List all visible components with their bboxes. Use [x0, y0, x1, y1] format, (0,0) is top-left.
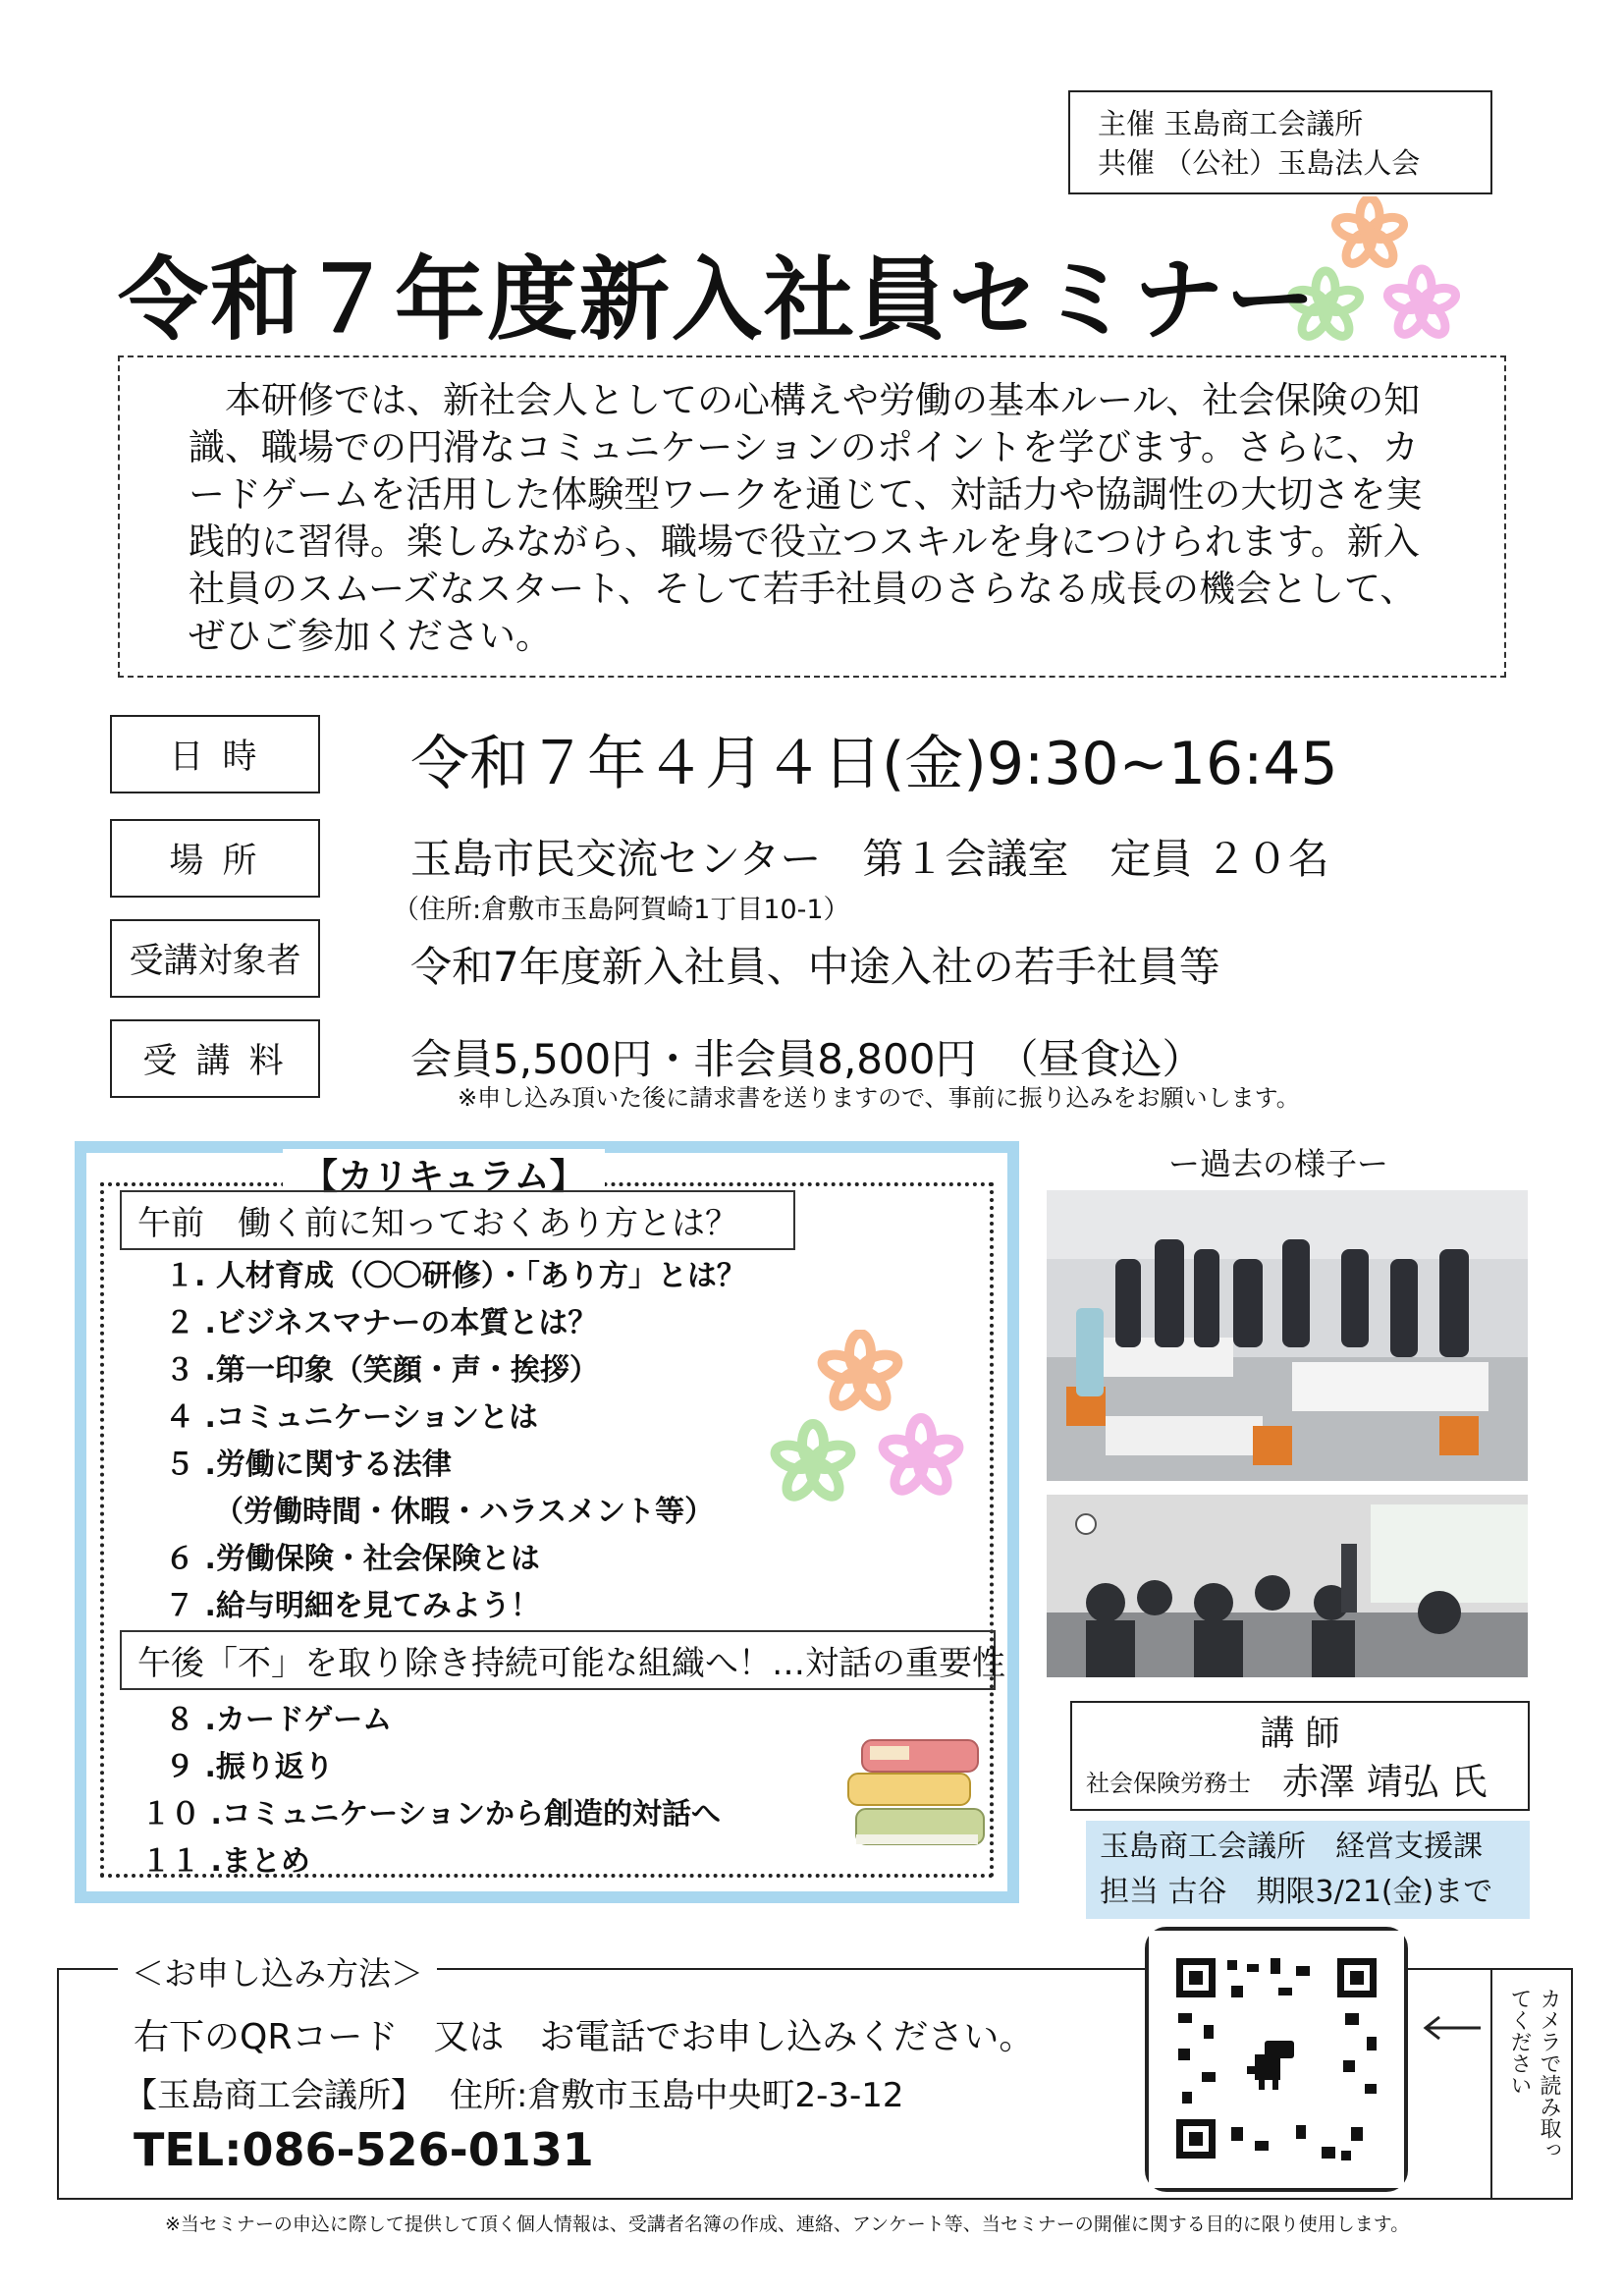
- contact-person-deadline: 担当 古谷 期限3/21(金)まで: [1100, 1875, 1493, 1909]
- organizer-box: [1068, 90, 1492, 194]
- qr-code[interactable]: [1145, 1927, 1408, 2192]
- intro-text: 本研修では、新社会人としての心構えや労働の基本ルール、社会保険の知識、職場での円滑なコミュニケーションのポイントを学びます。さらに、カードゲームを活用した体験型ワークを通じて、対話力や協調性の大切さを実践的に習得。楽しみながら、職場で役立つスキルを身につけられます。新入社員のスムーズなスタート、そして若手社員のさらなる成長の機会として、ぜひご参加ください。: [189, 379, 1423, 657]
- organizer-host: 主催 玉島商工会議所: [1098, 107, 1364, 140]
- qr-code-image: [1149, 1931, 1404, 2188]
- target-value: 令和7年度新入社員、中途入社の若手社員等: [410, 943, 1220, 991]
- past-photo-2: [1047, 1495, 1528, 1677]
- datetime-value: 令和７年４月４日(金)9:30~16:45: [410, 730, 1338, 798]
- curriculum-item: ９ .振り返り: [165, 1750, 334, 1784]
- privacy-note: ※当セミナーの申込に際して提供して頂く個人情報は、受講者名簿の作成、連絡、アンケート等、当セミナーの開催に関する目的に限り使用します。: [165, 2214, 1410, 2235]
- flower-icon-pink: [1385, 269, 1459, 339]
- flower-decoration-curriculum: [764, 1330, 970, 1516]
- fee-note: ※申し込み頂いた後に請求書を送りますので、事前に振り込みをお願いします。: [458, 1084, 1300, 1112]
- curriculum-item: ２ .ビジネスマナーの本質とは？: [165, 1306, 598, 1340]
- curriculum-item: （労働時間・休暇・ハラスメント等）: [214, 1495, 715, 1529]
- flower-icon-orange: [820, 1334, 901, 1411]
- lecturer-title: 社会保険労務士: [1086, 1770, 1251, 1797]
- organizer-cohost: 共催 （公社）玉島法人会: [1098, 146, 1421, 180]
- fee-label: 受 講 料: [110, 1019, 320, 1098]
- lecturer-box: [1070, 1701, 1530, 1811]
- curriculum-heading: 【カリキュラム】: [283, 1149, 605, 1199]
- flower-icon-green: [773, 1424, 854, 1502]
- place-label: 場 所: [110, 819, 320, 898]
- curriculum-item: ７ .給与明細を見てみよう！: [165, 1589, 540, 1623]
- curriculum-item: ８ .カードゲーム: [165, 1703, 393, 1737]
- application-tel[interactable]: TEL:086-526-0131: [134, 2123, 594, 2176]
- past-photo-1: [1047, 1190, 1528, 1481]
- curriculum-item: ６ .労働保険・社会保険とは: [165, 1542, 540, 1576]
- lecturer-heading: 講 師: [1260, 1715, 1340, 1754]
- target-label: 受講対象者: [110, 919, 320, 998]
- afternoon-session-title: 午後「不」を取り除き持続可能な組織へ！…対話の重要性: [120, 1630, 996, 1690]
- flower-icon-orange: [1333, 198, 1407, 268]
- place-value: 玉島市民交流センター 第１会議室 定員 ２０名: [410, 835, 1329, 883]
- fee-value: 会員5,500円・非会員8,800円 （昼食込）: [410, 1035, 1204, 1083]
- curriculum-item: １０ .コミュニケーションから創造的対話へ: [141, 1797, 722, 1831]
- application-method: 右下のQRコード 又は お電話でお申し込みください。: [134, 2017, 1035, 2057]
- curriculum-item: １１ .まとめ: [141, 1844, 310, 1879]
- flower-icon-pink: [881, 1418, 962, 1496]
- curriculum-item: ３ .第一印象（笑顔・声・挨拶）: [165, 1353, 599, 1388]
- seminar-photo-image: [1047, 1495, 1528, 1677]
- contact-department: 玉島商工会議所 経営支援課: [1100, 1830, 1483, 1864]
- morning-session-title: 午前 働く前に知っておくあり方とは？: [120, 1190, 795, 1250]
- curriculum-panel: [75, 1141, 1019, 1903]
- curriculum-item: １. 人材育成（〇〇研修）・「あり方」とは？: [165, 1259, 746, 1293]
- application-address: 住所:倉敷市玉島中央町2-3-12: [450, 2076, 904, 2115]
- intro-box: [118, 355, 1506, 678]
- lecturer-name: 赤澤 靖弘 氏: [1282, 1761, 1488, 1803]
- application-org: 【玉島商工会議所】: [124, 2076, 424, 2115]
- seminar-photo-image: [1047, 1190, 1528, 1481]
- curriculum-item: ４ .コミュニケーションとは: [165, 1400, 539, 1435]
- curriculum-item: ５ .労働に関する法律: [165, 1448, 452, 1482]
- place-address: （住所:倉敷市玉島阿賀崎1丁目10-1）: [393, 895, 850, 925]
- curriculum-inner: [86, 1153, 1007, 1891]
- page-title: 令和７年度新入社員セミナー: [118, 247, 1319, 353]
- past-caption: ー過去の様子ー: [1168, 1145, 1389, 1182]
- arrow-left-icon: [1420, 2013, 1483, 2043]
- qr-hint: カメラで読み取ってください: [1490, 1968, 1573, 2200]
- books-illustration: [842, 1722, 990, 1870]
- datetime-label: 日 時: [110, 715, 320, 793]
- contact-box: [1086, 1821, 1530, 1919]
- application-heading: ＜お申し込み方法＞: [118, 1948, 437, 1995]
